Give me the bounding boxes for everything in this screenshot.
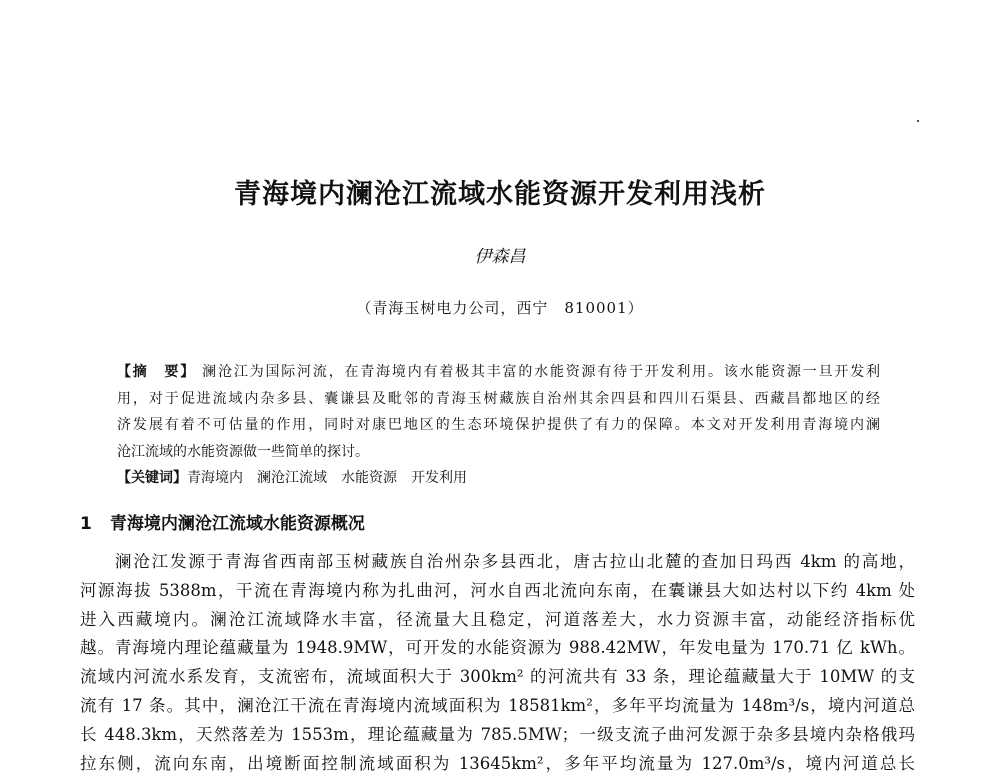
body-line: 流有 17 条。其中，澜沧江干流在青海境内流域面积为 18581km²，多年平均流量为 148m³/s，境内河道总 (80, 695, 915, 715)
abstract-text: 澜沧江为国际河流，在青海境内有着极其丰富的水能资源有待于开发利用。该水能资源一旦开发利 (202, 364, 881, 380)
section-title: 青海境内澜沧江流域水能资源概况 (109, 514, 365, 534)
abstract-line: 济发展有着不可估量的作用，同时对康巴地区的生态环境保护提供了有力的保障。本文对开发利用青海境内澜 (117, 417, 880, 433)
author: 伊森昌 (474, 247, 526, 267)
keyword: 青海境内 (187, 470, 243, 486)
abstract-line: 沧江流域的水能资源做一些简单的探讨。 (117, 443, 369, 460)
body-line: 拉东侧，流向东南，出境断面控制流域面积为 13645km²，多年平均流量为 127.0m³/s，境内河道总长 (80, 753, 915, 773)
abstract-line: 用，对于促进流域内杂多县、囊谦县及毗邻的青海玉树藏族自治州其余四县和四川石渠县、西藏昌都地区的经 (117, 390, 880, 407)
abstract (117, 362, 880, 495)
section-number: 1 (80, 514, 92, 534)
body-line: 澜沧江发源于青海省西南部玉树藏族自治州杂多县西北，唐古拉山北麓的查加日玛西 4km 的高地， (115, 552, 915, 571)
body-line: 流域内河流水系发育，支流密布，流域面积大于 300km² 的河流共有 33 条，理论蕴藏量大于 10MW 的支 (80, 667, 915, 687)
scan-speck (917, 120, 919, 122)
body-line: 进入西藏境内。澜沧江流域降水丰富，径流量大且稳定，河道落差大，水力资源丰富，动能经济指标优 (80, 609, 915, 629)
abstract-line (117, 362, 880, 389)
keywords (117, 468, 880, 495)
section-heading (80, 509, 365, 534)
body-line: 长 448.3km，天然落差为 1553m，理论蕴藏量为 785.5MW；一级支流子曲河发源于杂多县境内杂格俄玛 (80, 724, 915, 744)
keyword: 开发利用 (411, 470, 467, 486)
keyword: 澜沧江流域 (257, 470, 327, 486)
abstract-label: 【摘 要】 (117, 364, 197, 380)
keyword: 水能资源 (341, 470, 397, 486)
body-line: 河源海拔 5388m，干流在青海境内称为扎曲河，河水自西北流向东南，在囊谦县大如达村以下约 4km 处 (80, 580, 915, 600)
affiliation: （青海玉树电力公司，西宁 810001） (356, 299, 644, 317)
paper-title: 青海境内澜沧江流域水能资源开发利用浅析 (234, 179, 766, 210)
keywords-label: 【关键词】 (117, 470, 187, 486)
body-line: 越。青海境内理论蕴藏量为 1948.9MW，可开发的水能资源为 988.42MW，年发电量为 170.71 亿 kWh。 (80, 638, 915, 658)
section-body (80, 550, 915, 780)
